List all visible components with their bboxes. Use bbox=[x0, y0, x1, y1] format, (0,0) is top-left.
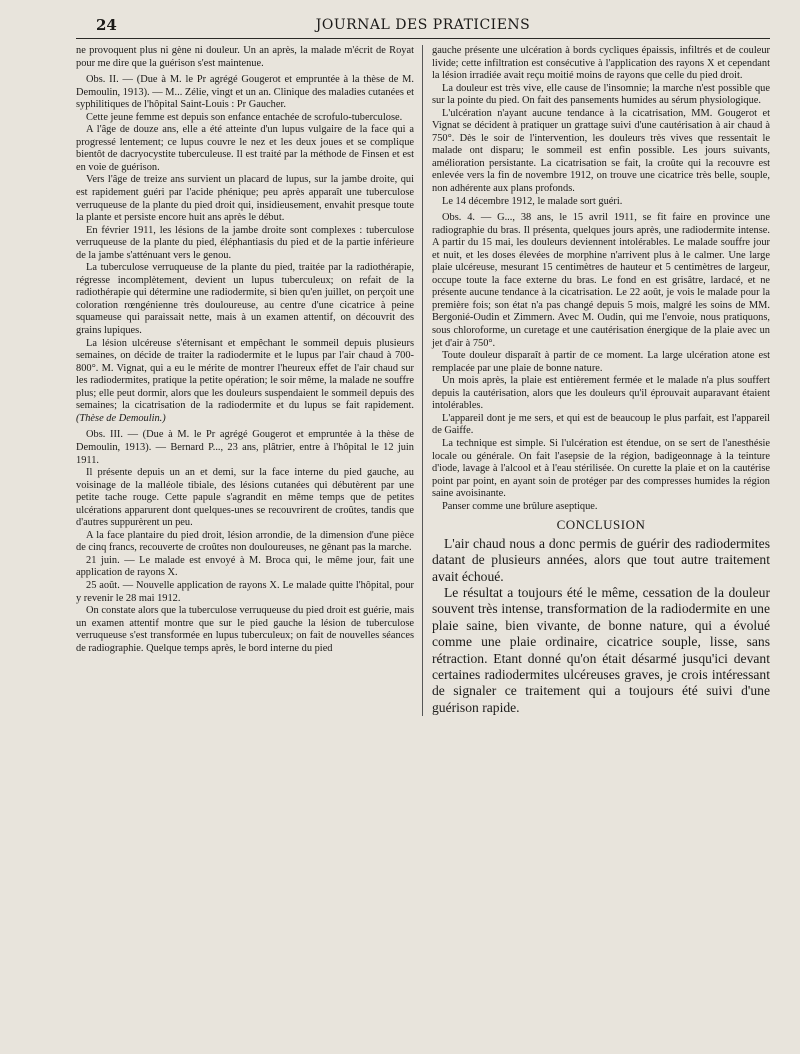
left-column bbox=[76, 45, 414, 716]
text-columns bbox=[76, 45, 770, 716]
paragraph: Le 14 décembre 1912, le malade sort guéri. bbox=[442, 195, 623, 207]
journal-title: JOURNAL DES PRATICIENS bbox=[315, 17, 531, 33]
paragraph: Panser comme une brûlure aseptique. bbox=[442, 500, 598, 512]
paragraph: 25 août. — Nouvelle application de rayons X. Le malade quitte l'hôpital, pour y revenir le 28 mai 1912. bbox=[76, 579, 414, 604]
paragraph: Toute douleur disparaît à partir de ce moment. La large ulcération atone est remplacée par une plaie de bonne nature. bbox=[432, 350, 770, 374]
observation-2-heading: Obs. II. — (Due à M. le Pr agrégé Gougerot et empruntée à la thèse de M. Demoulin, 1913). — M... Zélie, vingt et un an. Clinique des maladies cutanées et syphilitiques de l'hôpital Saint-Louis : Pr Gaucher. bbox=[76, 74, 414, 111]
paragraph: La tuberculose verruqueuse de la plante du pied, traitée par la radiothérapie, régresse incomplètement, devient un lupus tuberculeux; on refait de la radiothérapie qui détermine une radiodermite, si bien qu'en juillet, on perçoit une coloration rœngénienne très douloureuse, au centre d'une cicatrice à peine squameuse qui paraissait nette, mais à un examen attentif, on découvrit des grains lupiques. bbox=[76, 262, 414, 337]
conclusion-paragraph: Le résultat a toujours été le même, cessation de la douleur souvent très intense, transformation de la radiodermite en une plaie saine, bien vivante, de bonne nature, qui a évolué comme une plaie ordinaire, cicatrice souple, lisse, sans rétraction. Etant donné qu'on était désarmé jusqu'ici devant certaines radiodermites ulcéreuses graves, je crois intéressant de signaler ce traitement qui a toujours été suivi d'une guérison rapide. bbox=[432, 585, 770, 715]
paragraph: A la face plantaire du pied droit, lésion arrondie, de la dimension d'une pièce de cinq francs, recouverte de croûtes non douloureuses, ne gênant pas la marche. bbox=[76, 529, 414, 554]
observation-3-heading: Obs. III. — (Due à M. le Pr agrégé Gougerot et empruntée à la thèse de Demoulin, 1913). — Bernard P..., 23 ans, plâtrier, entre à l'hôpital le 12 juin 1911. bbox=[76, 429, 414, 466]
observation-4-heading: Obs. 4. — G..., 38 ans, le 15 avril 1911, se fit faire en province une radiographie du bras. Il présenta, quelques jours après, une radiodermite intense. A partir du 15 mai, les douleurs deviennent intolérables. Le malade souffre jour et nuit, et les doses élevées de morphine n'arrivent plus à le calmer. Une large plaie ulcéreuse, mesurant 15 centimètres de hauteur et 5 centimètres de largeur, occupe toute la face externe du bras. Le fond en est grisâtre, lardacé, et ne présente aucune tendance à la cicatrisation. Le 22 août, je vois le malade pour la première fois; son état n'a pas changé depuis 5 mois, malgré les soins de MM. Bergonié-Oudin et Zimmern. Avec M. Oudin, qui me l'envoie, nous pratiquons, sous chloroforme, un curetage et une cautérisation énergique de la plaie avec un jet d'air à 750°. bbox=[432, 212, 770, 349]
paragraph: L'ulcération n'ayant aucune tendance à la cicatrisation, MM. Gougerot et Vignat se décident à pratiquer un grattage suivi d'une cautérisation à air chaud à 750°. Dès le soir de l'intervention, les douleurs très vives que ressentait le malade ont disparu; le sommeil est enfin possible. Les jours suivants, amélioration persistante. La cicatrisation se fait, la croûte qui la recouvre est enlevée vers la fin de novembre 1912, on trouve une cicatrice très belle, souple, non adhérente aux plans profonds. bbox=[432, 107, 770, 195]
page-header bbox=[76, 14, 770, 39]
paragraph-text: La lésion ulcéreuse s'éternisant et empêchant le sommeil depuis plusieurs semaines, on décide de traiter la radiodermite et le lupus par l'air chaud à 700-800°. M. Vignat, qui a eu le mérite de montrer l'heureux effet de l'air chaud sur les radiodermites, pratique la petite opération; le soir même, la malade ne souffre plus; elle peut dormir, alors que les douleurs suspendaient le sommeil depuis des semaines; la cicatrisation de la radiodermite et du lupus se fait rapidement. bbox=[76, 337, 414, 412]
conclusion-section bbox=[432, 536, 770, 716]
page-number: 24 bbox=[96, 16, 117, 34]
paragraph: Vers l'âge de treize ans survient un placard de lupus, sur la jambe droite, qui est rapidement guéri par l'acide phénique; peu après apparaît une tuberculose verruqueuse de la plante du pied droit qui, insidieusement, envahit presque toute la plante et persiste encore huit ans après le début. bbox=[76, 174, 414, 224]
paragraph: ne provoquent plus ni gène ni douleur. Un an après, la malade m'écrit de Royat pour me dire que la guérison s'est maintenue. bbox=[76, 45, 414, 69]
conclusion-paragraph: L'air chaud nous a donc permis de guérir des radiodermites datant de plusieurs années, alors que tout autre traitement avait échoué. bbox=[432, 535, 770, 584]
paragraph-with-source bbox=[76, 338, 414, 426]
paragraph: gauche présente une ulcération à bords cycliques épaissis, infiltrés et de couleur livide; cette infiltration est consécutive à l'application des rayons X et cependant la lésion irradiée avait reçu moitié moins de rayons que celle du pied droit. bbox=[432, 45, 770, 82]
paragraph: La technique est simple. Si l'ulcération est étendue, on se sert de l'anesthésie locale ou générale. On fait l'asepsie de la région, badigeonnage à la teinture d'iode, lavage à l'alcool et à l'eau stérilisée. On curette la plaie et on la cautérise point par point, en ayant soin de protéger par des compresses humides la région saine avoisinante. bbox=[432, 437, 770, 500]
paragraph: Un mois après, la plaie est entièrement fermée et le malade n'a plus souffert depuis la cautérisation, alors que les douleurs qu'il éprouvait auparavant étaient intolérables. bbox=[432, 375, 770, 412]
paragraph: 21 juin. — Le malade est envoyé à M. Broca qui, le même jour, fait une application de rayons X. bbox=[76, 554, 414, 579]
thesis-source: (Thèse de Demoulin.) bbox=[76, 412, 166, 424]
paragraph: En février 1911, les lésions de la jambe droite sont complexes : tuberculose verruqueuse de la plante du pied, éléphantiasis du pied et de la partie inférieure de la jambe s'atténuant vers le genou. bbox=[76, 224, 414, 261]
paragraph: Cette jeune femme est depuis son enfance entachée de scrofulo-tuberculose. bbox=[86, 111, 403, 123]
paragraph: Il présente depuis un an et demi, sur la face interne du pied gauche, au voisinage de la malléole tibiale, des lésions cutanées qui débutèrent par une petite tache rouge. Cette papule s'agrandit en même temps que de petites ulcérations apparurent dont quelques-unes se recouvrirent de croûtes, tandis que d'autres suppurèrent un peu. bbox=[76, 467, 414, 529]
paragraph: A l'âge de douze ans, elle a été atteinte d'un lupus vulgaire de la face qui a progressé lentement; ce lupus couvre le nez et les deux joues et se complique bientôt de dacryocystite tuberculeuse. Il est traité par la méthode de Finsen et est en voie de guérison. bbox=[76, 124, 414, 173]
paragraph: L'appareil dont je me sers, et qui est de beaucoup le plus parfait, est l'appareil de Gaiffe. bbox=[432, 412, 770, 437]
right-column bbox=[422, 45, 770, 716]
paragraph: La douleur est très vive, elle cause de l'insomnie; la marche n'est possible que sur la pointe du pied. On fait des pansements humides au sérum physiologique. bbox=[432, 82, 770, 107]
conclusion-heading: CONCLUSION bbox=[556, 517, 646, 533]
paragraph: On constate alors que la tuberculose verruqueuse du pied droit est guérie, mais un examen attentif montre que sur le pied gauche la lésion de tuberculose verruqueuse s'est transformée en lupus tuberculeux; on fait de nouvelles séances de radiographie. Quelque temps après, le bord interne du pied bbox=[76, 605, 414, 654]
